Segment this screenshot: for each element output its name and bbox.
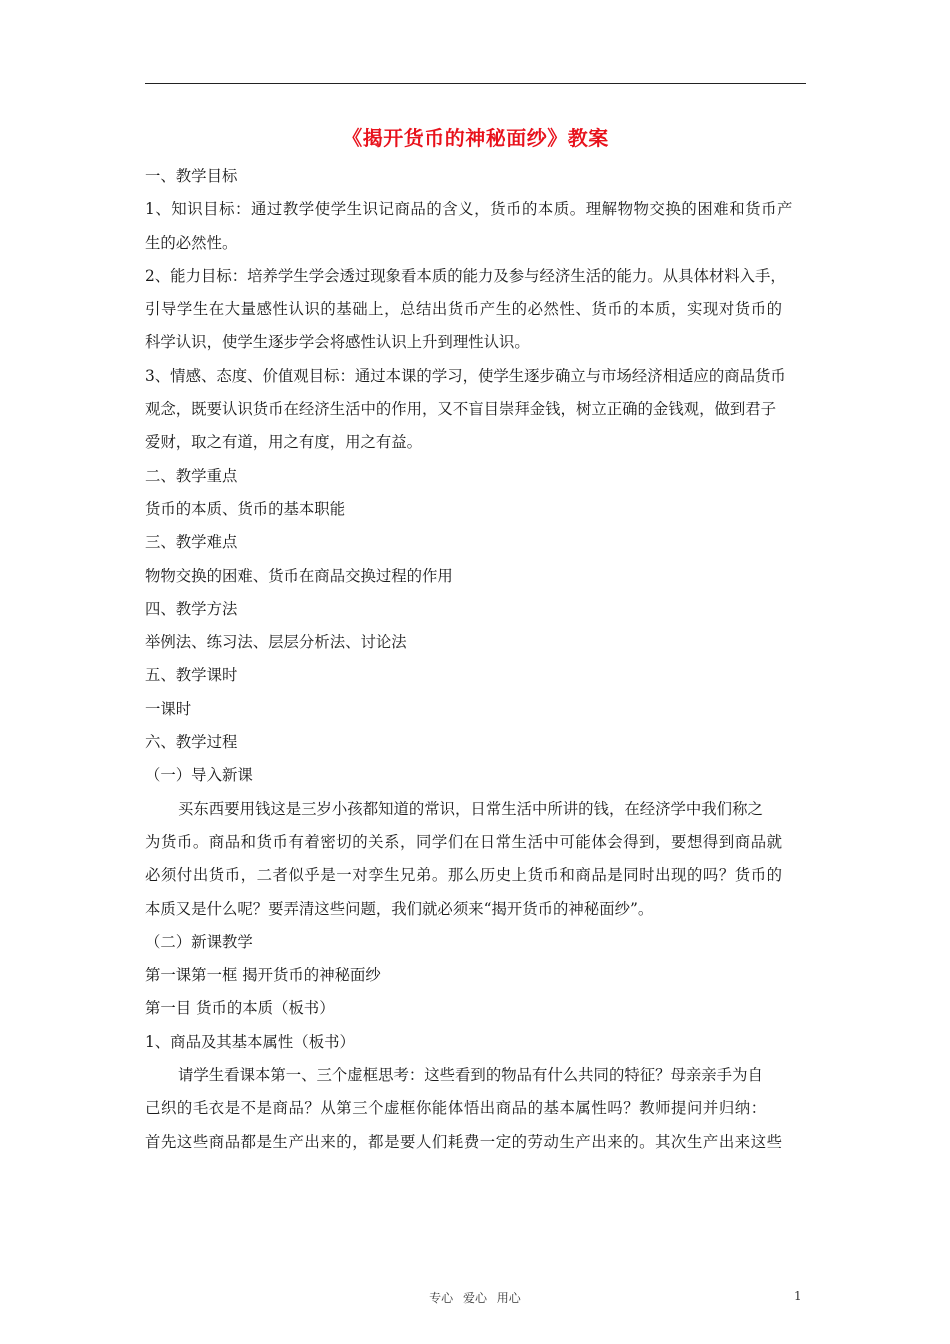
paragraph-line: 货币的本质、货币的基本职能 [145, 499, 346, 518]
subsection-heading: （二）新课教学 [145, 932, 253, 951]
paragraph-line: 爱财，取之有道，用之有度，用之有益。 [145, 433, 423, 452]
section-heading: 六、教学过程 [145, 733, 238, 752]
paragraph-line: 己织的毛衣是不是商品？从第三个虚框你能体悟出商品的基本属性吗？教师提问并归纳： [145, 1099, 767, 1118]
paragraph-line: 观念，既要认识货币在经济生活中的作用，又不盲目崇拜金钱，树立正确的金钱观，做到君子 [145, 400, 777, 419]
paragraph-line: 2、能力目标：培养学生学会透过现象看本质的能力及参与经济生活的能力。从具体材料入手， [145, 266, 786, 285]
document-body [145, 160, 809, 1159]
paragraph-line: 为货币。商品和货币有着密切的关系，同学们在日常生活中可能体会得到，要想得到商品就 [145, 832, 783, 851]
section-heading: 一、教学目标 [145, 167, 238, 185]
paragraph-line: 第一课第一框 揭开货币的神秘面纱 [145, 966, 381, 985]
document-title: 《揭开货币的神秘面纱》教案 [342, 126, 609, 150]
page-number: 1 [794, 1289, 802, 1303]
paragraph-line: 买东西要用钱这是三岁小孩都知道的常识，日常生活中所讲的钱，在经济学中我们称之 [178, 799, 763, 818]
paragraph-line: 一课时 [145, 699, 192, 718]
paragraph-line: 第一目 货币的本质（板书） [145, 999, 335, 1018]
paragraph-line: 科学认识，使学生逐步学会将感性认识上升到理性认识。 [145, 333, 530, 352]
paragraph-line: 1、知识目标：通过教学使学生识记商品的含义，货币的本质。理解物物交换的困难和货币产 [145, 200, 793, 219]
page-footer: 专心 爱心 用心 [429, 1291, 521, 1305]
paragraph-line: 引导学生在大量感性认识的基础上，总结出货币产生的必然性、货币的本质，实现对货币的 [145, 300, 783, 319]
paragraph-line: 物物交换的困难、货币在商品交换过程的作用 [145, 566, 453, 585]
paragraph-line: 请学生看课本第一、三个虚框思考：这些看到的物品有什么共同的特征？母亲亲手为自 [178, 1066, 763, 1085]
header-rule [145, 83, 806, 84]
paragraph-line: 本质又是什么呢？要弄清这些问题，我们就必须来“揭开货币的神秘面纱”。 [145, 899, 654, 918]
paragraph-line: 首先这些商品都是生产出来的，都是要人们耗费一定的劳动生产出来的。其次生产出来这些 [145, 1132, 783, 1151]
section-heading: 四、教学方法 [145, 599, 238, 618]
paragraph-line: 必须付出货币，二者似乎是一对孪生兄弟。那么历史上货币和商品是同时出现的吗？货币的 [145, 866, 783, 885]
paragraph-line: 举例法、练习法、层层分析法、讨论法 [145, 633, 407, 652]
section-heading: 三、教学难点 [145, 533, 238, 552]
subsection-heading: （一）导入新课 [145, 766, 253, 785]
paragraph-line: 1、商品及其基本属性（板书） [145, 1032, 355, 1051]
section-heading: 二、教学重点 [145, 466, 238, 485]
section-heading: 五、教学课时 [145, 666, 238, 685]
paragraph-line: 生的必然性。 [145, 233, 238, 252]
paragraph-line: 3、情感、态度、价值观目标：通过本课的学习，使学生逐步确立与市场经济相适应的商品货币 [145, 366, 786, 385]
